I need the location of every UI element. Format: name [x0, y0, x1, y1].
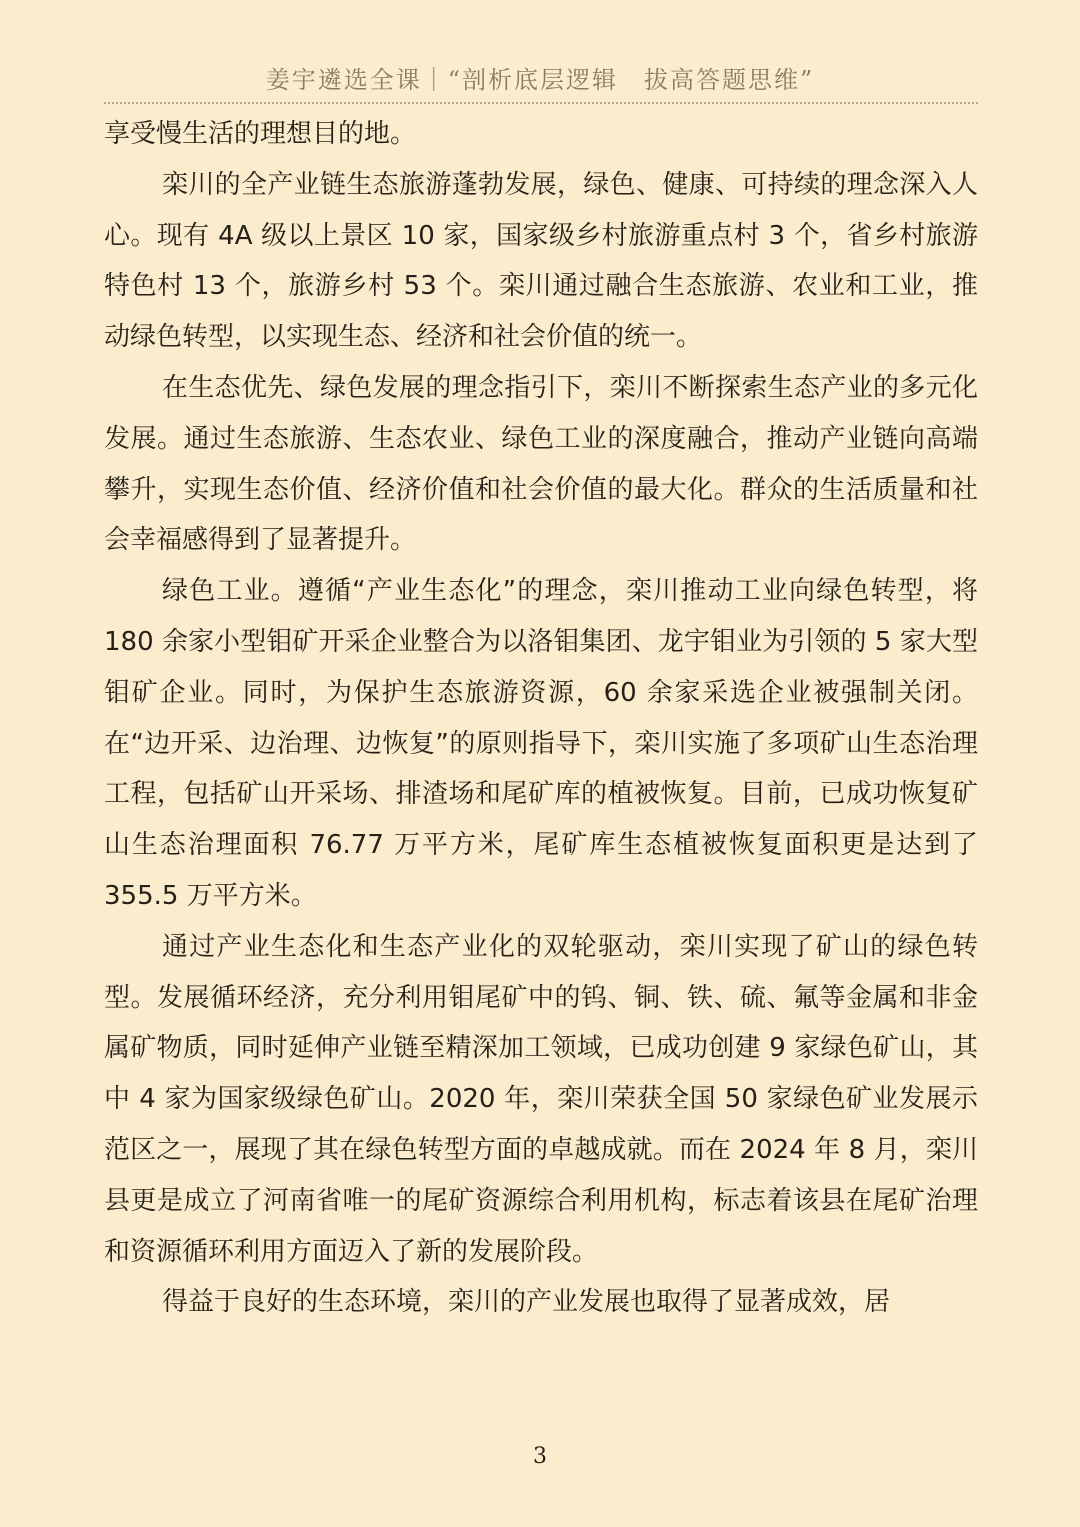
page-header: 姜宇遴选全课｜“剖析底层逻辑 拔高答题思维”	[265, 66, 815, 94]
body-text	[104, 109, 978, 1328]
paragraph-continuation: 享受慢生活的理想目的地。	[104, 119, 417, 149]
paragraph: 得益于良好的生态环境，栾川的产业发展也取得了显著成效，居	[162, 1287, 891, 1318]
page-number: 3	[533, 1444, 547, 1469]
paragraph: 通过产业生态化和生态产业化的双轮驱动，栾川实现了矿山的绿色转型。发展循环经济，充分利用钼尾矿中的钨、铜、铁、硫、氟等金属和非金属矿物质，同时延伸产业链至精深加工领域，已成功创建 9 家绿色矿山，其中 4 家为国家级绿色矿山。2020 年，栾川荣获全国 50 家绿色矿业发展示范区之一，展现了其在绿色转型方面的卓越成就。而在 2024 年 8 月，栾川县更是成立了河南省唯一的尾矿资源综合利用机构，标志着该县在尾矿治理和资源循环利用方面迈入了新的发展阶段。	[104, 931, 978, 1267]
header-divider	[104, 102, 978, 104]
paragraph: 栾川的全产业链生态旅游蓬勃发展，绿色、健康、可持续的理念深入人心。现有 4A 级以上景区 10 家，国家级乡村旅游重点村 3 个，省乡村旅游特色村 13 个，旅游乡村 53 个。栾川通过融合生态旅游、农业和工业，推动绿色转型，以实现生态、经济和社会价值的统一。	[104, 169, 978, 353]
paragraph: 在生态优先、绿色发展的理念指引下，栾川不断探索生态产业的多元化发展。通过生态旅游、生态农业、绿色工业的深度融合，推动产业链向高端攀升，实现生态价值、经济价值和社会价值的最大化。群众的生活质量和社会幸福感得到了显著提升。	[104, 372, 978, 556]
paragraph: 绿色工业。遵循“产业生态化”的理念，栾川推动工业向绿色转型，将 180 余家小型钼矿开采企业整合为以洛钼集团、龙宇钼业为引领的 5 家大型钼矿企业。同时，为保护生态旅游资源，60 余家采选企业被强制关闭。在“边开采、边治理、边恢复”的原则指导下，栾川实施了多项矿山生态治理工程，包括矿山开采场、排渣场和尾矿库的植被恢复。目前，已成功恢复矿山生态治理面积 76.77 万平方米，尾矿库生态植被恢复面积更是达到了 355.5 万平方米。	[104, 576, 978, 911]
